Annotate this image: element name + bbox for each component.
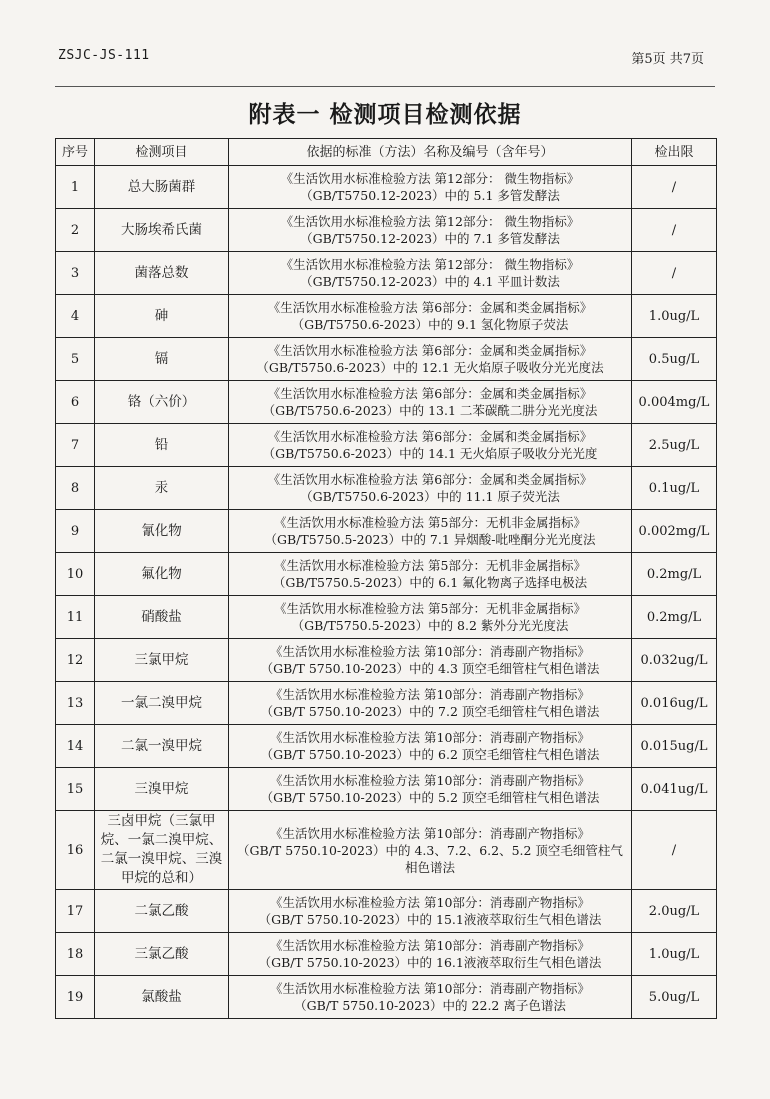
row-number: 9 [70, 523, 80, 539]
standard-method: （GB/T5750.6-2023）中的 12.1 无火焰原子吸收分光光度法 [256, 360, 604, 375]
standard-title: 《生活饮用水标准检验方法 第10部分：消毒副产物指标》 [270, 895, 590, 910]
cell-standard [229, 209, 632, 252]
test-item-name: 菌落总数 [134, 264, 189, 281]
test-item-name: 三卤甲烷（三氯甲烷、一氯二溴甲烷、二氯一溴甲烷、三溴甲烷的总和） [100, 813, 223, 886]
standard-method: （GB/T 5750.10-2023）中的 4.3、7.2、6.2、5.2 顶空毛细管柱气相色谱法 [237, 842, 623, 875]
cell-item [95, 768, 229, 811]
standard-method: （GB/T 5750.10-2023）中的 6.2 顶空毛细管柱气相色谱法 [260, 747, 600, 762]
standard-method: （GB/T5750.12-2023）中的 7.1 多管发酵法 [300, 231, 560, 246]
table-row [56, 424, 717, 467]
cell-limit [632, 639, 717, 682]
cell-standard [229, 381, 632, 424]
cell-item [95, 295, 229, 338]
detection-limit: 0.2mg/L [646, 566, 702, 582]
cell-no [56, 933, 95, 976]
table-header-row [56, 139, 717, 166]
test-item-name: 砷 [154, 307, 169, 324]
row-number: 4 [70, 308, 80, 324]
column-header-limit: 检出限 [632, 139, 717, 166]
table-row [56, 596, 717, 639]
standard-method: （GB/T5750.12-2023）中的 5.1 多管发酵法 [300, 188, 560, 203]
test-item-name: 铅 [154, 436, 169, 453]
cell-item [95, 682, 229, 725]
table-row [56, 553, 717, 596]
column-header-no: 序号 [56, 139, 95, 166]
cell-item [95, 725, 229, 768]
test-item-name: 氰化物 [141, 522, 182, 539]
table-body [56, 166, 717, 1019]
detection-limit: 0.032ug/L [640, 652, 708, 668]
cell-no [56, 976, 95, 1019]
cell-standard [229, 976, 632, 1019]
cell-no [56, 338, 95, 381]
table-row [56, 976, 717, 1019]
table-row [56, 295, 717, 338]
cell-limit [632, 424, 717, 467]
cell-item [95, 976, 229, 1019]
detection-limit: 1.0ug/L [648, 946, 700, 962]
row-number: 1 [70, 179, 80, 195]
detection-limit: 2.5ug/L [648, 437, 700, 453]
row-number: 11 [66, 609, 84, 625]
cell-limit [632, 725, 717, 768]
test-item-name: 大肠埃希氏菌 [121, 221, 202, 238]
table-row [56, 890, 717, 933]
row-number: 19 [66, 989, 84, 1005]
detection-limit: 0.016ug/L [640, 695, 708, 711]
cell-limit [632, 768, 717, 811]
standard-title: 《生活饮用水标准检验方法 第10部分：消毒副产物指标》 [270, 644, 590, 659]
row-number: 5 [70, 351, 80, 367]
standard-method: （GB/T 5750.10-2023）中的 4.3 顶空毛细管柱气相色谱法 [260, 661, 600, 676]
standard-title: 《生活饮用水标准检验方法 第12部分： 微生物指标》 [280, 214, 580, 229]
cell-no [56, 639, 95, 682]
cell-standard [229, 553, 632, 596]
detection-limit: 0.5ug/L [648, 351, 700, 367]
standard-title: 《生活饮用水标准检验方法 第10部分：消毒副产物指标》 [270, 938, 590, 953]
cell-limit [632, 381, 717, 424]
cell-limit [632, 682, 717, 725]
cell-item [95, 933, 229, 976]
test-item-name: 三溴甲烷 [134, 780, 189, 797]
cell-item [95, 209, 229, 252]
table-row [56, 252, 717, 295]
cell-item [95, 467, 229, 510]
cell-standard [229, 424, 632, 467]
cell-item [95, 381, 229, 424]
cell-standard [229, 811, 632, 890]
detection-limit: 1.0ug/L [648, 308, 700, 324]
standard-method: （GB/T 5750.10-2023）中的 16.1液液萃取衍生气相色谱法 [258, 955, 602, 970]
table-row [56, 338, 717, 381]
cell-item [95, 596, 229, 639]
standard-title: 《生活饮用水标准检验方法 第6部分：金属和类金属指标》 [267, 472, 593, 487]
table-row [56, 811, 717, 890]
row-number: 12 [66, 652, 84, 668]
standard-method: （GB/T 5750.10-2023）中的 15.1液液萃取衍生气相色谱法 [258, 912, 602, 927]
cell-no [56, 467, 95, 510]
cell-limit [632, 976, 717, 1019]
table-row [56, 725, 717, 768]
column-header-item: 检测项目 [95, 139, 229, 166]
table-row [56, 467, 717, 510]
table-row [56, 381, 717, 424]
cell-limit [632, 467, 717, 510]
detection-limit: 0.002mg/L [638, 523, 710, 539]
cell-limit [632, 338, 717, 381]
cell-limit [632, 510, 717, 553]
cell-no [56, 295, 95, 338]
cell-limit [632, 166, 717, 209]
standard-method: （GB/T5750.6-2023）中的 11.1 原子荧光法 [300, 489, 560, 504]
cell-standard [229, 768, 632, 811]
cell-item [95, 890, 229, 933]
page-header [0, 48, 770, 72]
standard-method: （GB/T 5750.10-2023）中的 22.2 离子色谱法 [294, 998, 566, 1013]
cell-limit [632, 252, 717, 295]
standard-method: （GB/T5750.5-2023）中的 8.2 紫外分光光度法 [291, 618, 569, 633]
row-number: 7 [70, 437, 80, 453]
cell-standard [229, 682, 632, 725]
standard-title: 《生活饮用水标准检验方法 第6部分：金属和类金属指标》 [267, 386, 593, 401]
cell-limit [632, 596, 717, 639]
standard-title: 《生活饮用水标准检验方法 第5部分：无机非金属指标》 [274, 601, 586, 616]
test-item-name: 氯酸盐 [141, 988, 182, 1005]
cell-no [56, 890, 95, 933]
cell-no [56, 811, 95, 890]
detection-limit: / [671, 179, 677, 195]
table-row [56, 510, 717, 553]
row-number: 16 [66, 842, 84, 858]
standard-method: （GB/T5750.6-2023）中的 14.1 无火焰原子吸收分光光度 [262, 446, 598, 461]
standard-method: （GB/T 5750.10-2023）中的 7.2 顶空毛细管柱气相色谱法 [260, 704, 600, 719]
row-number: 6 [70, 394, 80, 410]
cell-item [95, 510, 229, 553]
standard-method: （GB/T5750.5-2023）中的 7.1 异烟酸-吡唑酮分光光度法 [264, 532, 596, 547]
row-number: 10 [66, 566, 84, 582]
detection-limit: / [671, 842, 677, 858]
cell-item [95, 424, 229, 467]
standard-title: 《生活饮用水标准检验方法 第6部分：金属和类金属指标》 [267, 343, 593, 358]
standard-method: （GB/T5750.12-2023）中的 4.1 平皿计数法 [300, 274, 560, 289]
cell-standard [229, 933, 632, 976]
detection-limit: 0.004mg/L [638, 394, 710, 410]
cell-standard [229, 890, 632, 933]
cell-no [56, 510, 95, 553]
row-number: 14 [66, 738, 84, 754]
cell-limit [632, 553, 717, 596]
cell-no [56, 596, 95, 639]
detection-limit: 0.2mg/L [646, 609, 702, 625]
cell-limit [632, 209, 717, 252]
standard-title: 《生活饮用水标准检验方法 第6部分：金属和类金属指标》 [267, 300, 593, 315]
document-code: ZSJC-JS-111 [58, 48, 150, 63]
detection-limit: / [671, 222, 677, 238]
row-number: 18 [66, 946, 84, 962]
cell-item [95, 252, 229, 295]
cell-standard [229, 639, 632, 682]
cell-item [95, 166, 229, 209]
row-number: 13 [66, 695, 84, 711]
detection-limit: 0.041ug/L [640, 781, 708, 797]
table-row [56, 768, 717, 811]
test-item-name: 镉 [154, 350, 169, 367]
test-item-name: 二氯一溴甲烷 [121, 737, 202, 754]
cell-no [56, 553, 95, 596]
cell-no [56, 209, 95, 252]
row-number: 15 [66, 781, 84, 797]
cell-standard [229, 725, 632, 768]
cell-standard [229, 166, 632, 209]
cell-no [56, 725, 95, 768]
test-item-name: 氟化物 [141, 565, 182, 582]
detection-limit: 0.015ug/L [640, 738, 708, 754]
cell-item [95, 553, 229, 596]
row-number: 3 [70, 265, 80, 281]
standard-title: 《生活饮用水标准检验方法 第10部分：消毒副产物指标》 [270, 773, 590, 788]
cell-standard [229, 338, 632, 381]
cell-no [56, 768, 95, 811]
cell-standard [229, 467, 632, 510]
page-title: 附表一 检测项目检测依据 [248, 102, 522, 128]
test-item-name: 硝酸盐 [141, 608, 182, 625]
test-item-name: 总大肠菌群 [127, 178, 196, 195]
header-divider [55, 86, 715, 87]
cell-item [95, 639, 229, 682]
test-item-name: 二氯乙酸 [134, 902, 189, 919]
cell-no [56, 424, 95, 467]
standard-title: 《生活饮用水标准检验方法 第10部分：消毒副产物指标》 [270, 730, 590, 745]
cell-limit [632, 295, 717, 338]
table-row [56, 933, 717, 976]
cell-no [56, 381, 95, 424]
standard-title: 《生活饮用水标准检验方法 第6部分：金属和类金属指标》 [267, 429, 593, 444]
test-item-name: 三氯甲烷 [134, 651, 189, 668]
test-item-name: 汞 [154, 479, 169, 496]
detection-limit: 2.0ug/L [648, 903, 700, 919]
standard-method: （GB/T5750.5-2023）中的 6.1 氟化物离子选择电极法 [272, 575, 588, 590]
cell-limit [632, 811, 717, 890]
table-row [56, 209, 717, 252]
row-number: 8 [70, 480, 80, 496]
cell-no [56, 166, 95, 209]
page-number: 第5页 共7页 [631, 52, 704, 67]
cell-limit [632, 890, 717, 933]
detection-basis-table [55, 138, 717, 1019]
standard-title: 《生活饮用水标准检验方法 第5部分：无机非金属指标》 [274, 558, 586, 573]
standard-title: 《生活饮用水标准检验方法 第5部分：无机非金属指标》 [274, 515, 586, 530]
standard-title: 《生活饮用水标准检验方法 第12部分： 微生物指标》 [280, 171, 580, 186]
standard-method: （GB/T5750.6-2023）中的 9.1 氢化物原子荧法 [291, 317, 569, 332]
cell-standard [229, 510, 632, 553]
cell-no [56, 252, 95, 295]
test-item-name: 铬（六价） [127, 393, 196, 410]
cell-standard [229, 252, 632, 295]
cell-limit [632, 933, 717, 976]
standard-title: 《生活饮用水标准检验方法 第10部分：消毒副产物指标》 [270, 981, 590, 996]
standard-method: （GB/T 5750.10-2023）中的 5.2 顶空毛细管柱气相色谱法 [260, 790, 600, 805]
cell-no [56, 682, 95, 725]
cell-standard [229, 596, 632, 639]
row-number: 2 [70, 222, 80, 238]
table-row [56, 166, 717, 209]
test-item-name: 一氯二溴甲烷 [121, 694, 202, 711]
column-header-standard: 依据的标准（方法）名称及编号（含年号） [229, 139, 632, 166]
table-row [56, 682, 717, 725]
table-row [56, 639, 717, 682]
cell-standard [229, 295, 632, 338]
row-number: 17 [66, 903, 84, 919]
standard-method: （GB/T5750.6-2023）中的 13.1 二苯碳酰二肼分光光度法 [262, 403, 598, 418]
detection-limit: 0.1ug/L [648, 480, 700, 496]
standard-title: 《生活饮用水标准检验方法 第10部分：消毒副产物指标》 [270, 825, 590, 841]
detection-limit: 5.0ug/L [648, 989, 700, 1005]
cell-item [95, 811, 229, 890]
standard-title: 《生活饮用水标准检验方法 第10部分：消毒副产物指标》 [270, 687, 590, 702]
detection-limit: / [671, 265, 677, 281]
test-item-name: 三氯乙酸 [134, 945, 189, 962]
cell-item [95, 338, 229, 381]
standard-title: 《生活饮用水标准检验方法 第12部分： 微生物指标》 [280, 257, 580, 272]
